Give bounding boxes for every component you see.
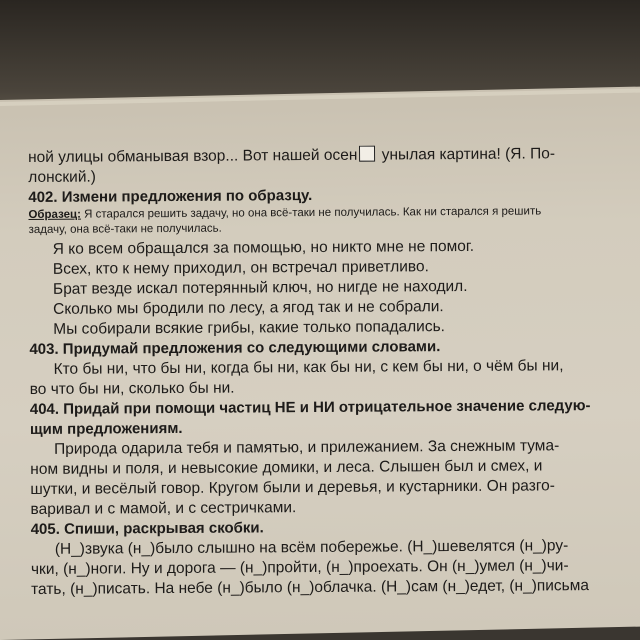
page-text xyxy=(28,144,639,600)
exercise-405-line: (Н_)звука (н_)было слышно на всём побережье. (Н_)шевелятся (н_)ру- xyxy=(54,537,569,558)
top-line-2: лонский.) xyxy=(28,168,96,186)
exercise-404-line: Природа одарила тебя и памятью, и прилежанием. За снежным тума- xyxy=(54,437,560,458)
exercise-402-number: 402. xyxy=(28,188,58,206)
exercise-403-heading: Придумай предложения со следующими словами. xyxy=(62,338,441,358)
top-line-1-start: ной улицы обманывая взор... Вот нашей осен xyxy=(28,146,358,166)
exercise-404-number: 404. xyxy=(29,400,60,418)
exercise-402-item: Сколько мы бродили по лесу, а ягод так и не собрали. xyxy=(53,298,444,318)
exercise-405-line: чки, (н_)ноги. Ну и дорога — (н_)пройти, (н_)проехать. Он (н_)умел (н_)чи- xyxy=(30,557,569,578)
exercise-404-heading: Придай при помощи частиц НЕ и НИ отрицательное значение следую- xyxy=(63,397,591,418)
sample-label: Образец: xyxy=(28,208,81,221)
exercise-403-line: во что бы ни, сколько бы ни. xyxy=(29,379,235,398)
exercise-402-item: Всех, кто к нему приходил, он встречал приветливо. xyxy=(52,258,429,278)
top-line-1-end: унылая картина! (Я. По- xyxy=(381,145,556,164)
exercise-405-heading: Спиши, раскрывая скобки. xyxy=(63,519,264,538)
exercise-404-title-2: щим предложениям. xyxy=(29,419,183,438)
top-line-1 xyxy=(28,144,636,168)
exercise-402-heading: Измени предложения по образцу. xyxy=(61,187,313,206)
exercise-404-line: варивал и с мамой, и с сестричками. xyxy=(30,499,297,518)
exercise-402-sample-2: задачу, она всё-таки не получилась. xyxy=(28,222,222,236)
exercise-404-line: ном видны и поля, и невысокие домики, и леса. Слышен был и смех, и xyxy=(30,457,543,478)
blank-box xyxy=(359,146,375,162)
exercise-403-number: 403. xyxy=(29,340,59,358)
exercise-405-line: тать, (н_)писать. На небе (н_)было (н_)облачка. (Н_)сам (н_)едет, (н_)письма xyxy=(31,577,590,598)
sample-text-1: Я старался решить задачу, но она всё-таки не получилась. Как ни старался я решить xyxy=(84,205,542,221)
exercise-404-line: шутки, и весёлый говор. Кругом были и деревья, и кустарники. Он разго- xyxy=(30,477,555,498)
exercise-402-item: Я ко всем обращался за помощью, но никто мне не помог. xyxy=(52,237,475,258)
exercise-405-number: 405. xyxy=(30,520,60,538)
exercise-402-item: Мы собирали всякие грибы, какие только попадались. xyxy=(53,318,445,338)
exercise-403-line: Кто бы ни, что бы ни, когда бы ни, как бы ни, с кем бы ни, о чём бы ни, xyxy=(53,357,564,378)
exercise-402-item: Брат везде искал потерянный ключ, но нигде не находил. xyxy=(52,277,468,298)
exercise-404-title xyxy=(30,396,638,420)
